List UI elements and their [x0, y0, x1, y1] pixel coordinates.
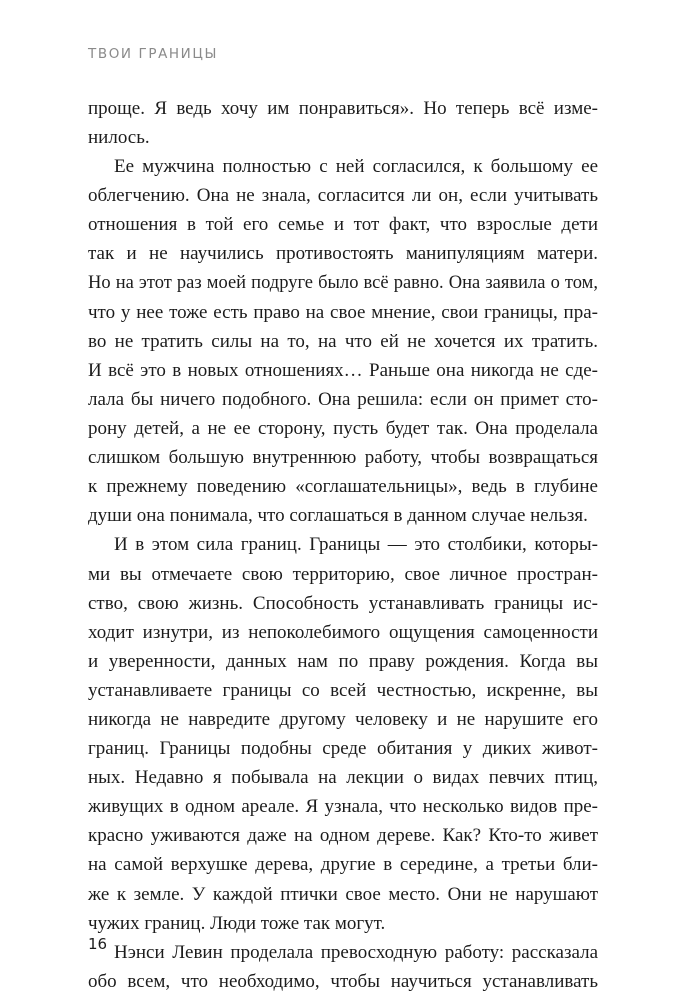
text-line: Но на этот раз моей подруге было всё равно. Она заявила о том, [88, 272, 598, 293]
text-line: так и не научились противостоять манипуляциям матери. [88, 243, 598, 265]
text-line: души она понимала, что соглашаться в данном случае нельзя. [88, 505, 588, 527]
text-line: красно уживаются даже на одном дереве. Как? Кто-то живет [88, 825, 598, 847]
text-line: лала бы ничего подобного. Она решила: если он примет сто- [88, 388, 598, 410]
text-line: нилось. [88, 127, 150, 149]
body-text [88, 94, 598, 996]
text-line: ми вы отмечаете свою территорию, свое личное простран- [88, 563, 598, 585]
running-head: ТВОИ ГРАНИЦЫ [88, 46, 218, 62]
text-line: ных. Недавно я побывала на лекции о видах певчих птиц, [88, 767, 598, 789]
text-line: отношения в той его семье и тот факт, что взрослые дети [88, 214, 598, 236]
text-line: обо всем, что необходимо, чтобы научиться устанавливать [88, 970, 598, 992]
text-line: И всё это в новых отношениях… Раньше она никогда не сде- [88, 359, 598, 381]
text-line: границ. Границы подобны среде обитания у диких живот- [88, 738, 598, 760]
text-line: же к земле. У каждой птички свое место. Они не нарушают [88, 883, 598, 905]
paragraph-first-line: Нэнси Левин проделала превосходную работу: рассказала [114, 941, 598, 963]
text-line: к прежнему поведению «соглашательницы», ведь в глубине [88, 476, 598, 498]
text-line: живущих в одном ареале. Я узнала, что несколько видов пре- [88, 796, 598, 818]
text-line: никогда не навредите другому человеку и не нарушите его [88, 708, 598, 730]
text-line: проще. Я ведь хочу им понравиться». Но теперь всё изме- [88, 98, 598, 119]
text-line: что у нее тоже есть право на свое мнение, свои границы, пра- [88, 301, 598, 323]
text-line: рону детей, а не ее сторону, пусть будет так. Она проделала [88, 418, 598, 440]
text-line: ство, свою жизнь. Способность устанавливать границы ис- [88, 592, 598, 614]
text-line: слишком большую внутреннюю работу, чтобы возвращаться [88, 447, 598, 469]
text-line: устанавливаете границы со всей честностью, искренне, вы [88, 679, 598, 701]
paragraph-first-line: И в этом сила границ. Границы — это столбики, которы- [114, 534, 598, 556]
text-line: на самой верхушке дерева, другие в середине, а третьи бли- [88, 854, 598, 876]
page-number: 16 [88, 935, 108, 953]
text-line: во не тратить силы на то, на что ей не хочется их тратить. [88, 330, 598, 352]
text-line: чужих границ. Люди тоже так могут. [88, 912, 386, 934]
text-line: и уверенности, данных нам по праву рождения. Когда вы [88, 650, 598, 672]
paragraph-first-line: Ее мужчина полностью с ней согласился, к большому ее [114, 156, 598, 178]
text-line: ходит изнутри, из непоколебимого ощущения самоценности [88, 621, 598, 643]
text-line: облегчению. Она не знала, согласится ли он, если учитывать [88, 185, 598, 207]
